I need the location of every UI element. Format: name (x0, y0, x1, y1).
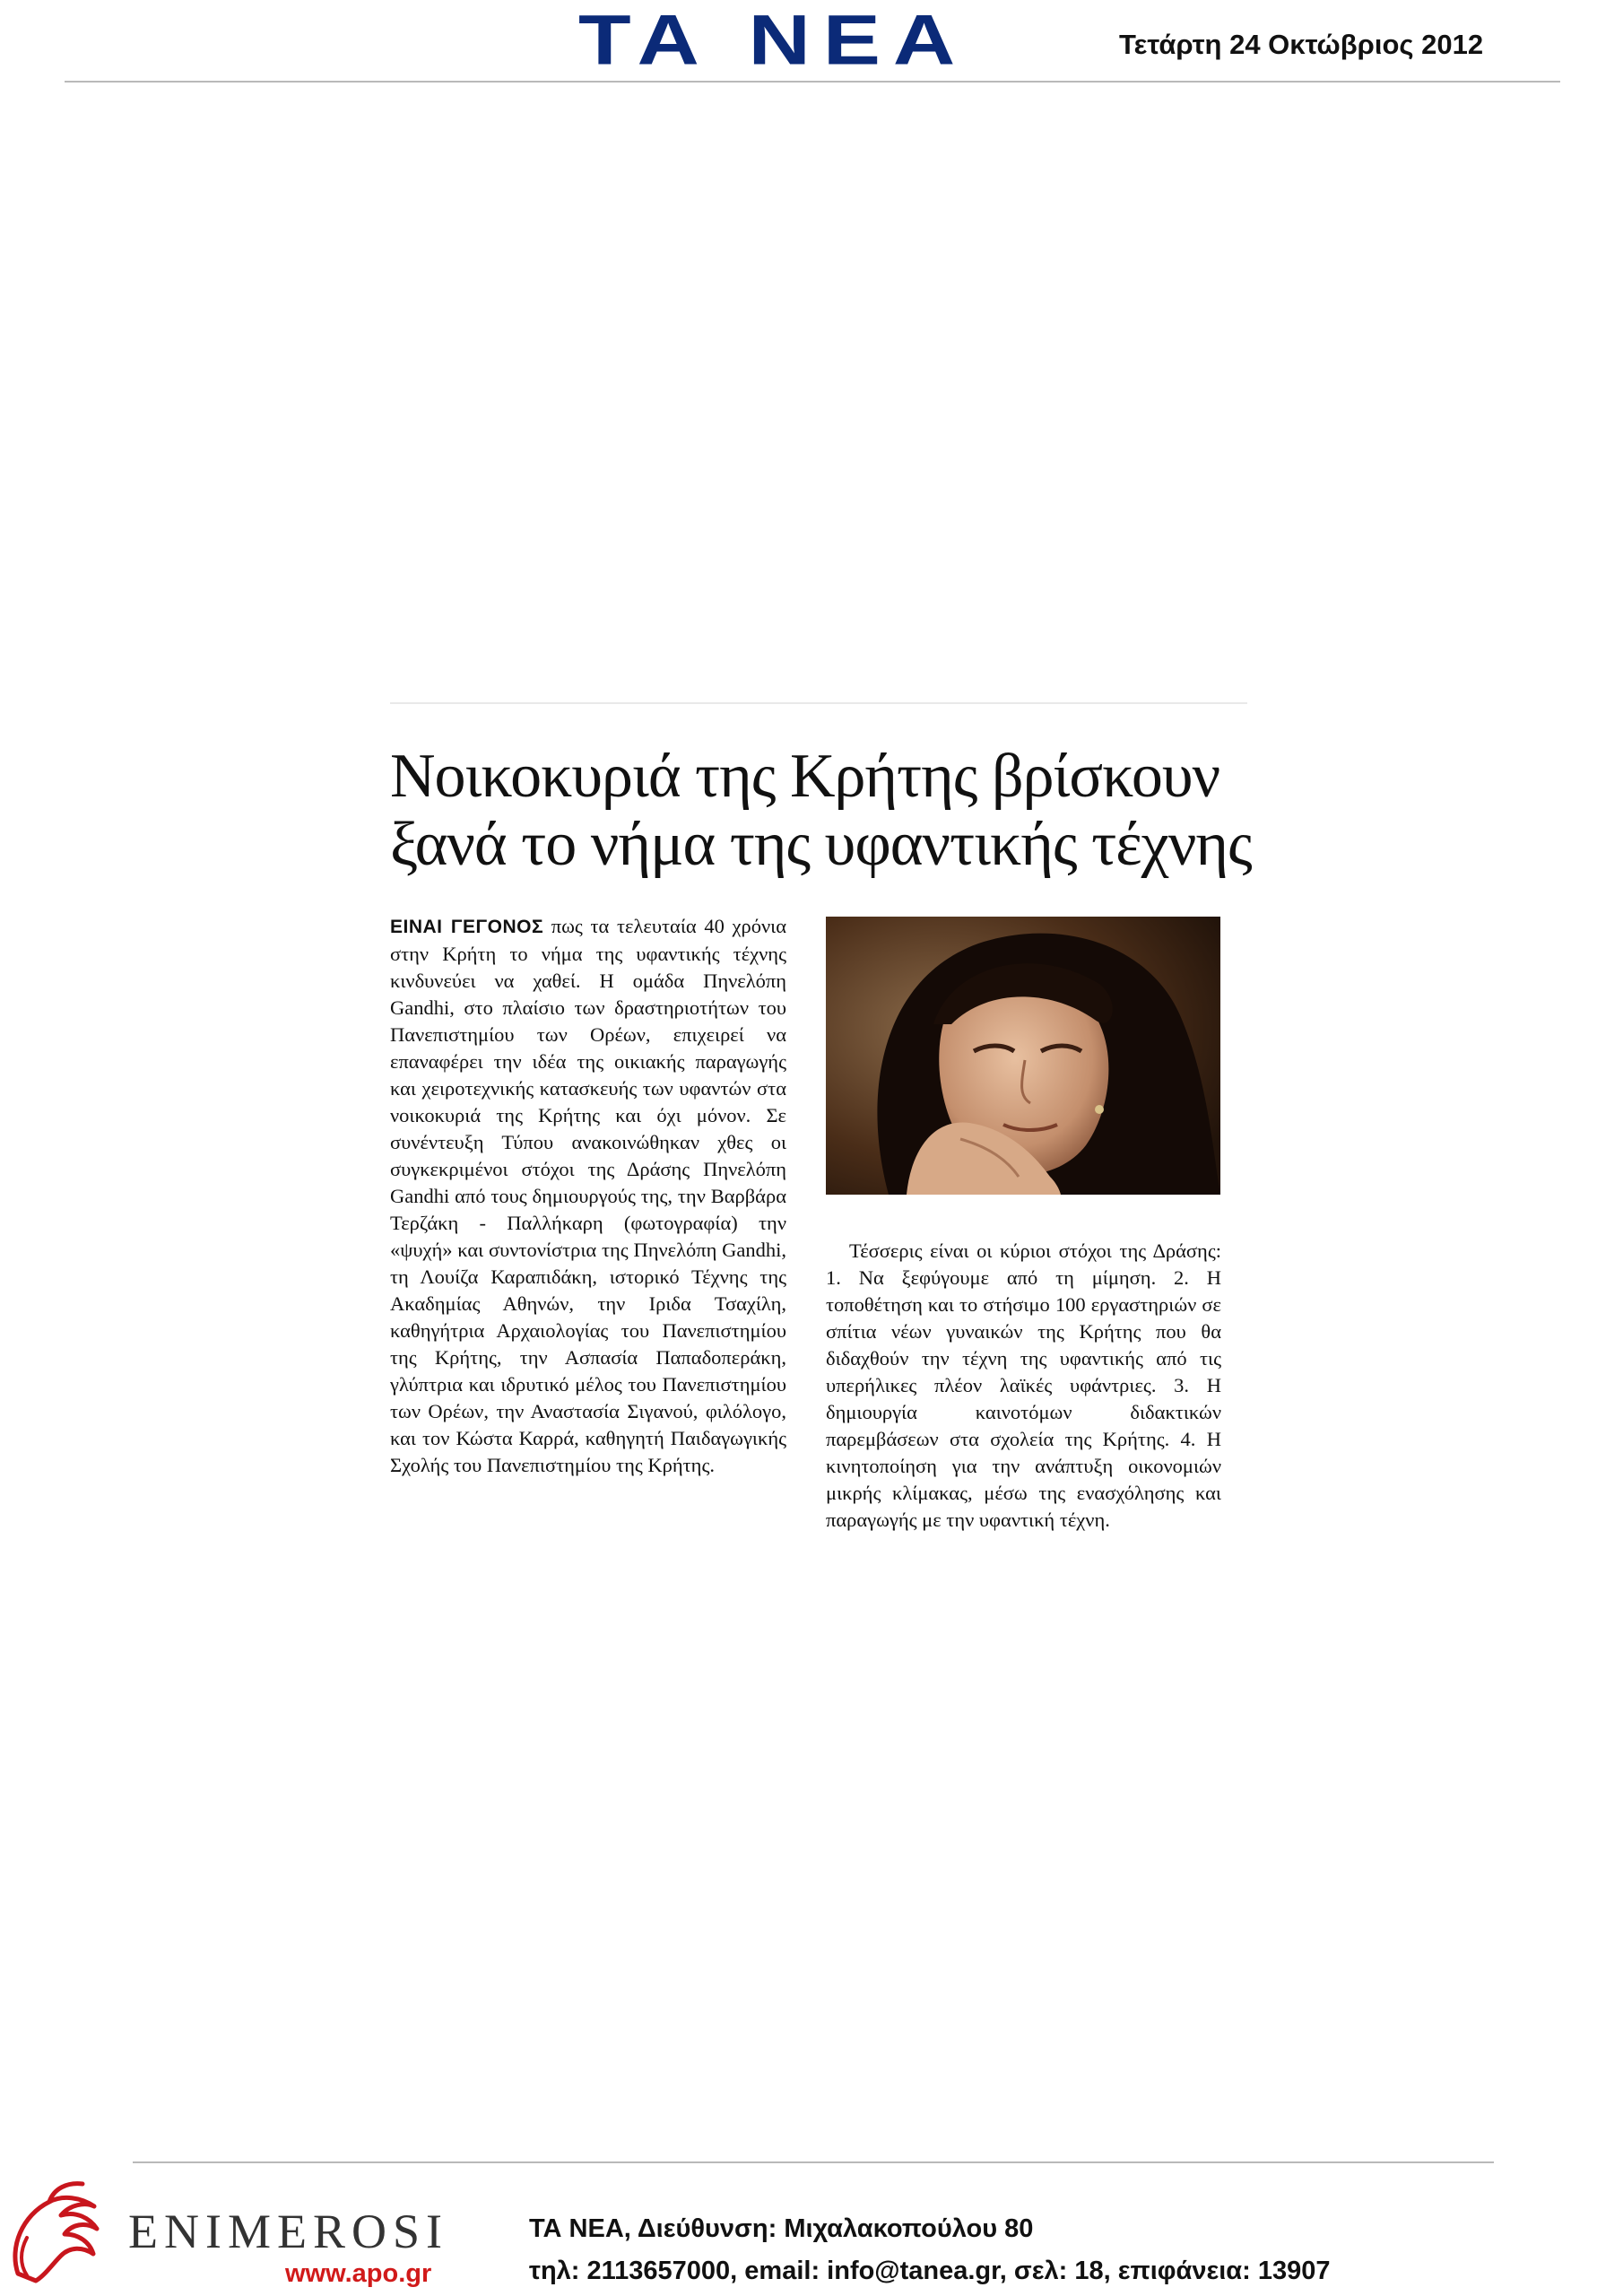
issue-date: Τετάρτη 24 Οκτώβριος 2012 (1119, 29, 1484, 60)
paragraph-1-text: πως τα τελευταία 40 χρόνια στην Κρήτη το νήμα της υφαντικής τέχνης κινδυνεύει να χαθεί. Η ομάδα Πηνελόπη Gandhi, στο πλαίσιο των δραστηριοτήτων του Πανεπιστημίου των Ορέων, επιχειρεί να επαναφέρει την ιδέα της οικιακής παραγωγής και χειροτεχνικής κατασκευής των υφαντών στα νοικοκυριά της Κρήτης και όχι μόνον. Σε συνέντευξη Τύπου ανακοινώθηκαν χθες οι συγκεκριμένοι στόχοι της Δράσης Πηνελόπη Gandhi από τους δημιουργούς της, την Βαρβάρα Τερζάκη - Παλλήκαρη (φωτογραφία) την «ψυχή» και συντονίστρια της Πηνελόπη Gandhi, τη Λουίζα Καραπιδάκη, ιστορικό Τέχνης της Ακαδημίας Αθηνών, την Ιριδα Τσαχίλη, καθηγήτρια Αρχαιολογίας του Πανεπιστημίου της Κρήτης, την Ασπασία Παπαδοπεράκη, γλύπτρια και ιδρυτικό μέλος του Πανεπιστημίου των Ορέων, την Αναστασία Σιγανού, φιλόλογο, και τον Κώστα Καρρά, καθηγητή Παιδαγωγικής Σχολής του Πανεπιστημίου της Κρήτης. (390, 915, 786, 1476)
portrait-image (826, 917, 1220, 1195)
header-divider (65, 81, 1560, 83)
footer-brand-name: ENIMEROSI (128, 2205, 448, 2258)
footer-brand (0, 2166, 466, 2296)
article-paragraph-2: Τέσσερις είναι οι κύριοι στόχοι της Δράσης: 1. Να ξεφύγουμε από τη μίμηση. 2. Η τοποθέτηση και το στήσιμο 100 εργαστηριών σε σπίτια νέων γυναικών της Κρήτης που θα διδαχθούν την τέχνη της υφαντικής από τις υπερήλικες πλέον λαϊκές υφάντριες. 3. Η δημιουργία καινοτόμων διδακτικών παρεμβάσεων στα σχολεία της Κρήτης. 4. Η κινητοποίηση για την ανάπτυξη οικονομιών μικρής κλίμακας, μέσω της ενασχόλησης και παραγωγής με την υφαντική τέχνη. (826, 1239, 1221, 1531)
article-divider (390, 702, 1247, 704)
masthead (0, 0, 1623, 90)
headline-line-2: ξανά το νήμα της υφαντικής τέχνης (390, 810, 1252, 879)
lead-caps: ΕΙΝΑΙ ΓΕΓΟΝΟΣ (390, 917, 544, 937)
article-headline (390, 743, 1251, 879)
footer-contact-info: τηλ: 2113657000, email: info@tanea.gr, σελ: 18, επιφάνεια: 13907 (529, 2257, 1331, 2285)
footer-brand-url[interactable]: www.apo.gr (285, 2259, 432, 2288)
article-column-right (826, 1238, 1221, 1534)
bird-logo-icon (0, 2175, 121, 2296)
footer-divider (133, 2161, 1494, 2163)
article-column-left (390, 913, 786, 1479)
newspaper-logo: ΤΑ ΝΕΑ (578, 1, 968, 80)
headline-line-1: Νοικοκυριά της Κρήτης βρίσκουν (390, 742, 1220, 811)
article-paragraph-1 (390, 913, 786, 1479)
footer-publication-address: ΤΑ ΝΕΑ, Διεύθυνση: Μιχαλακοπούλου 80 (529, 2214, 1034, 2243)
article-photo (826, 917, 1220, 1195)
